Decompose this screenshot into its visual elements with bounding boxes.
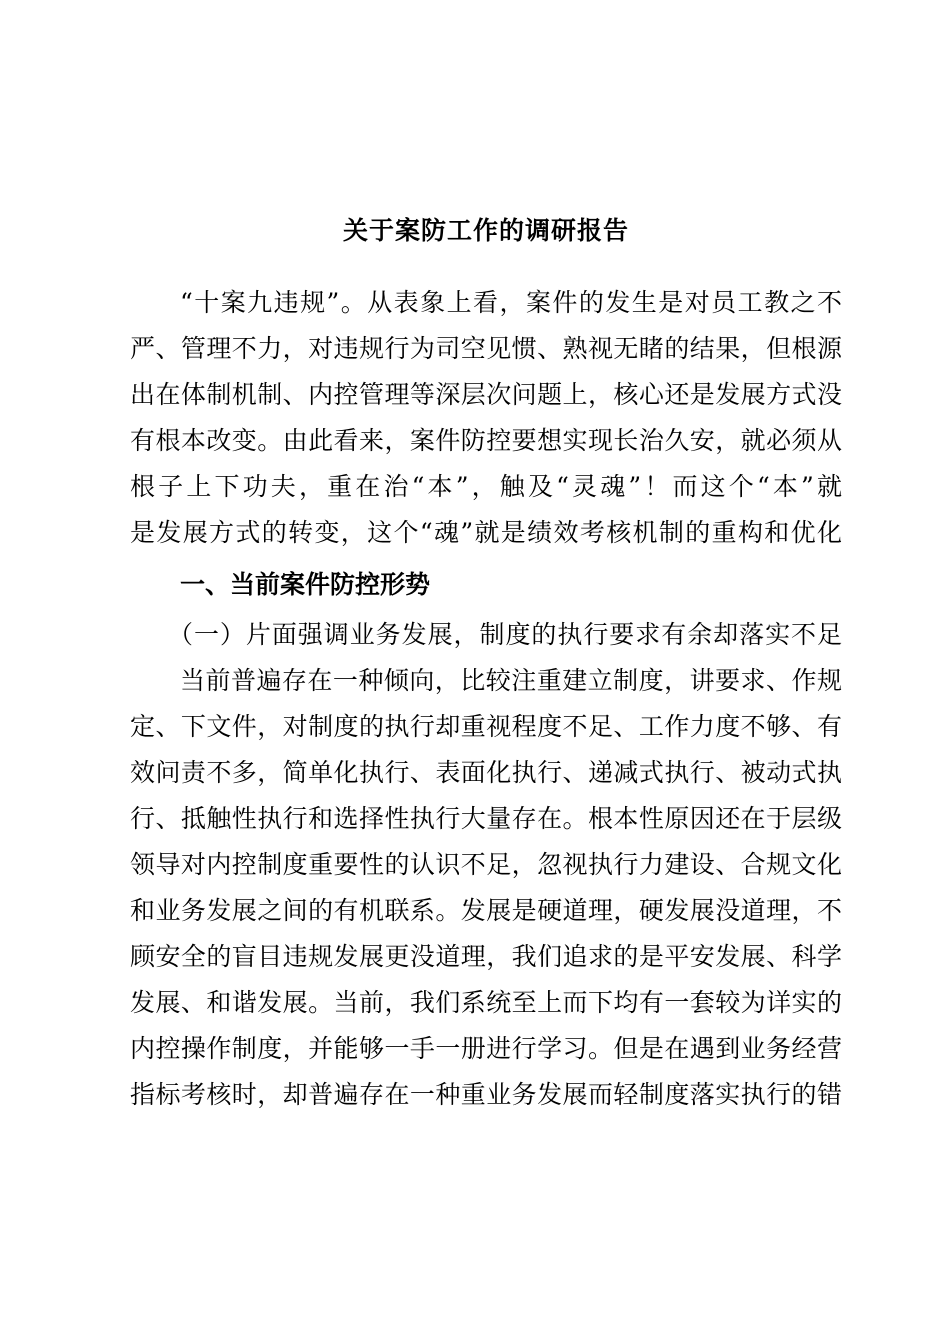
body-line: 行、抵触性执行和选择性执行大量存在。根本性原因还在于层级 bbox=[130, 804, 842, 833]
document-title: 关于案防工作的调研报告 bbox=[342, 216, 629, 245]
intro-line: 是发展方式的转变，这个“魂”就是绩效考核机制的重构和优化 bbox=[130, 518, 842, 547]
section-heading: 一、当前案件防控形势 bbox=[180, 570, 431, 599]
document-content bbox=[130, 208, 842, 1118]
body-line: 顾安全的盲目违规发展更没道理，我们追求的是平安发展、科学 bbox=[130, 942, 842, 971]
intro-line: 根子上下功夫，重在治“本”，触及“灵魂”！而这个“本”就 bbox=[130, 472, 842, 501]
body-line: 领导对内控制度重要性的认识不足，忽视执行力建设、合规文化 bbox=[130, 850, 842, 879]
body-line: 定、下文件，对制度的执行却重视程度不足、工作力度不够、有 bbox=[130, 712, 842, 741]
intro-line: 出在体制机制、内控管理等深层次问题上，核心还是发展方式没 bbox=[130, 380, 842, 409]
body-line: 内控操作制度，并能够一手一册进行学习。但是在遇到业务经营 bbox=[130, 1034, 842, 1063]
body-line: 当前普遍存在一种倾向，比较注重建立制度，讲要求、作规 bbox=[180, 666, 842, 695]
intro-paragraph bbox=[130, 280, 842, 556]
intro-line: “十案九违规”。从表象上看，案件的发生是对员工教之不 bbox=[180, 288, 842, 317]
body-line: 发展、和谐发展。当前，我们系统至上而下均有一套较为详实的 bbox=[130, 988, 842, 1017]
body-line: 和业务发展之间的有机联系。发展是硬道理，硬发展没道理，不 bbox=[130, 896, 842, 925]
body-line: 效问责不多，简单化执行、表面化执行、递减式执行、被动式执 bbox=[130, 758, 842, 787]
body-line: 指标考核时，却普遍存在一种重业务发展而轻制度落实执行的错 bbox=[130, 1080, 842, 1109]
intro-line: 有根本改变。由此看来，案件防控要想实现长治久安，就必须从 bbox=[130, 426, 842, 455]
body-paragraph bbox=[130, 658, 842, 1118]
subsection-heading: （一）片面强调业务发展，制度的执行要求有余却落实不足 bbox=[168, 620, 842, 649]
intro-line: 严、管理不力，对违规行为司空见惯、熟视无睹的结果，但根源 bbox=[130, 334, 842, 363]
